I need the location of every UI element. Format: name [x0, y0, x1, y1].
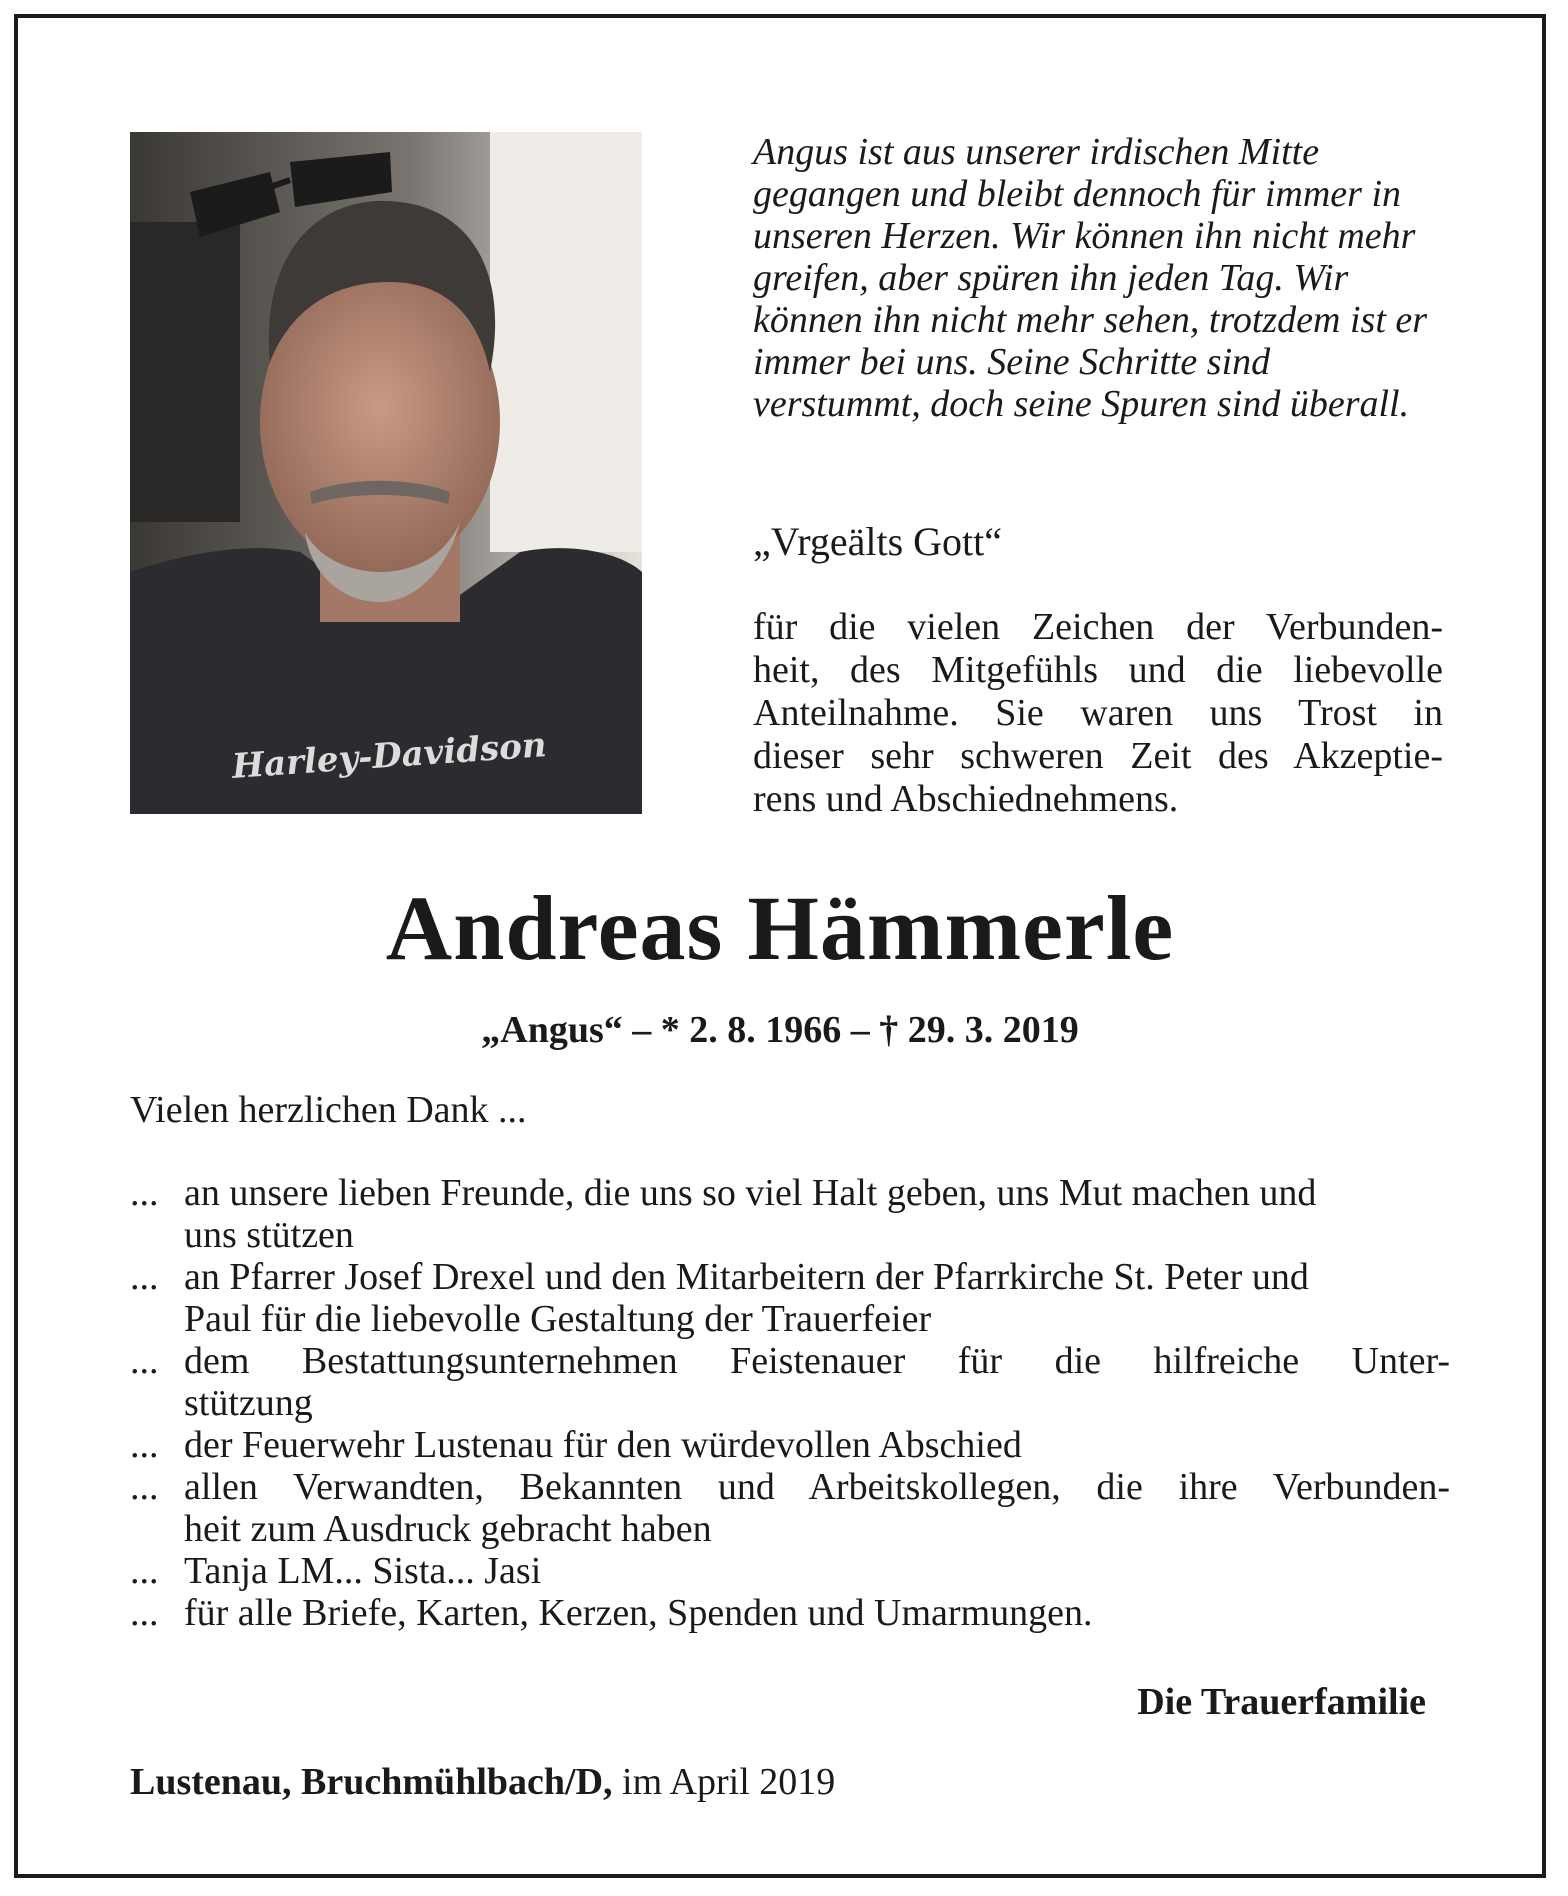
list-item — [130, 1466, 1450, 1550]
quote-line: gegangen und bleibt dennoch für immer in — [753, 173, 1402, 215]
quote-line: können ihn nicht mehr sehen, trotzdem ist er — [753, 299, 1428, 341]
thanks-paragraph — [753, 606, 1443, 821]
quote-line: unseren Herzen. Wir können ihn nicht mehr — [753, 215, 1416, 257]
family-signature: Die Trauerfamilie — [1137, 1681, 1426, 1723]
list-item-line: heit zum Ausdruck gebracht haben — [184, 1508, 712, 1550]
thanks-list — [130, 1172, 1450, 1634]
list-item-line: dem Bestattungsunternehmen Feistenauer für die hilfreiche Unter- — [184, 1340, 1450, 1382]
list-marker: ... — [130, 1256, 159, 1298]
thanks-heading: „Vrgeälts Gott“ — [753, 519, 1003, 564]
list-item-line: an Pfarrer Josef Drexel und den Mitarbeitern der Pfarrkirche St. Peter und — [184, 1256, 1309, 1298]
portrait-image — [130, 132, 642, 814]
list-marker: ... — [130, 1592, 159, 1634]
place-and-date — [130, 1760, 835, 1804]
list-item-line: stützung — [184, 1382, 313, 1424]
thanks-line: Anteilnahme. Sie waren uns Trost in — [753, 692, 1443, 734]
quote-line: verstummt, doch seine Spuren sind überall. — [753, 383, 1410, 425]
quote-line: immer bei uns. Seine Schritte sind — [753, 341, 1271, 383]
quote-line: Angus ist aus unserer irdischen Mitte — [753, 131, 1320, 173]
list-item-line: Tanja LM... Sista... Jasi — [184, 1550, 542, 1592]
list-item — [130, 1340, 1450, 1424]
list-marker: ... — [130, 1466, 159, 1508]
list-item-line: Paul für die liebevolle Gestaltung der Trauerfeier — [184, 1298, 932, 1340]
list-item — [130, 1592, 1450, 1634]
date-text: im April 2019 — [612, 1761, 836, 1803]
list-item — [130, 1550, 1450, 1592]
quote-line: greifen, aber spüren ihn jeden Tag. Wir — [753, 257, 1349, 299]
portrait-photo — [130, 132, 642, 814]
list-item-line: für alle Briefe, Karten, Kerzen, Spenden und Umarmungen. — [184, 1592, 1093, 1634]
shirt-print: Harley-Davidson — [230, 725, 548, 787]
list-item-line: uns stützen — [184, 1214, 354, 1256]
obituary-card — [14, 14, 1546, 1878]
place-names: Lustenau, Bruchmühlbach/D, — [130, 1761, 613, 1803]
list-marker: ... — [130, 1340, 159, 1382]
thanks-line: für die vielen Zeichen der Verbunden- — [753, 606, 1443, 648]
list-item — [130, 1424, 1450, 1466]
life-dates: „Angus“ – * 2. 8. 1966 – † 29. 3. 2019 — [481, 1009, 1079, 1051]
memorial-quote — [753, 131, 1453, 425]
deceased-name: Andreas Hämmerle — [385, 877, 1175, 979]
thanks-line: dieser sehr schweren Zeit des Akzeptie- — [753, 735, 1443, 777]
list-item-line: der Feuerwehr Lustenau für den würdevollen Abschied — [184, 1424, 1022, 1466]
list-item-line: allen Verwandten, Bekannten und Arbeitskollegen, die ihre Verbunden- — [184, 1466, 1450, 1508]
thanks-intro: Vielen herzlichen Dank ... — [130, 1089, 527, 1131]
thanks-line: rens und Abschiednehmens. — [753, 778, 1179, 820]
list-marker: ... — [130, 1550, 159, 1592]
list-item — [130, 1172, 1450, 1256]
list-item — [130, 1256, 1450, 1340]
list-item-line: an unsere lieben Freunde, die uns so viel Halt geben, uns Mut machen und — [184, 1172, 1317, 1214]
thanks-line: heit, des Mitgefühls und die liebevolle — [753, 649, 1443, 691]
list-marker: ... — [130, 1424, 159, 1466]
list-marker: ... — [130, 1172, 159, 1214]
